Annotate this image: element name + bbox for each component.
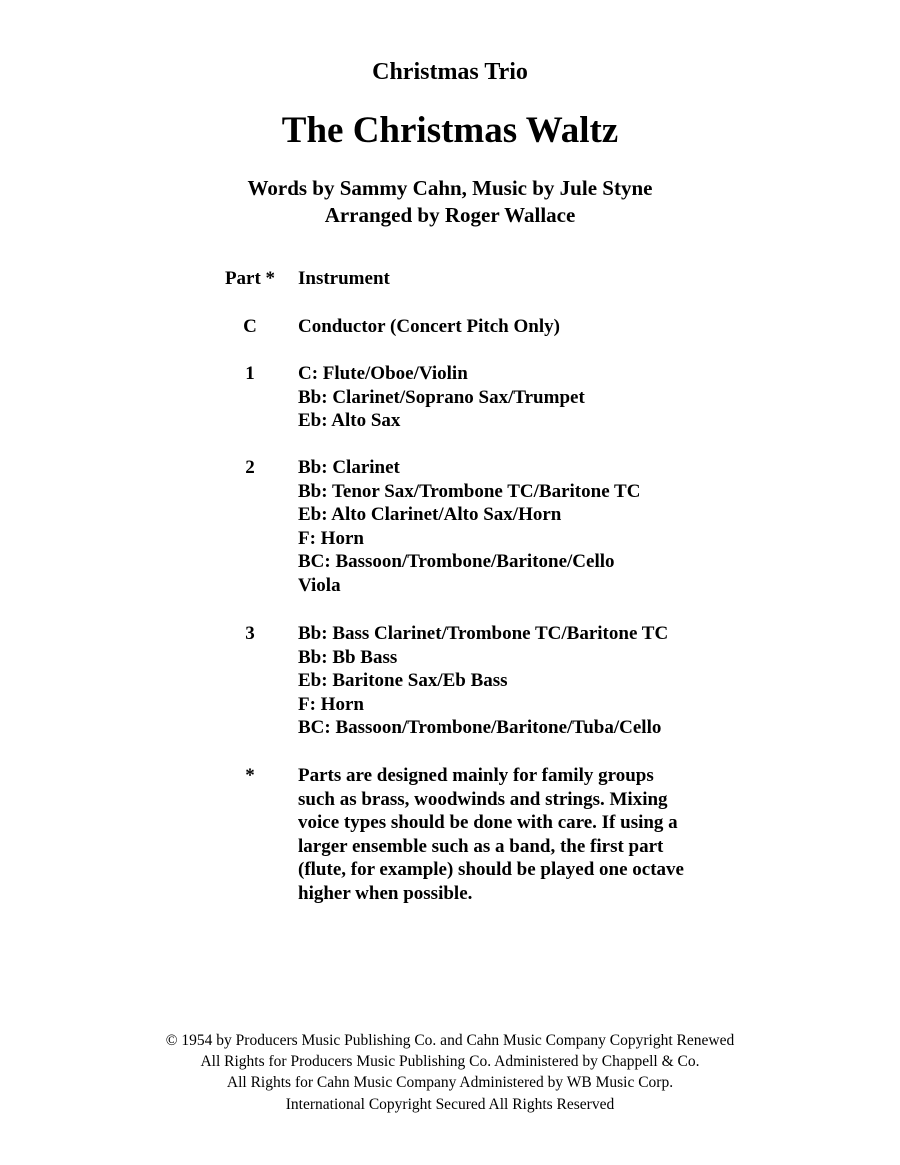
instrument-column-header: Instrument — [298, 268, 390, 289]
instrument-line: Conductor (Concert Pitch Only) — [298, 316, 560, 337]
instrument-line: C: Flute/Oboe/Violin — [298, 363, 468, 384]
footnote-line: higher when possible. — [298, 882, 473, 904]
page-title: The Christmas Waltz — [281, 110, 619, 151]
instrument-line: Bb: Tenor Sax/Trombone TC/Baritone TC — [298, 480, 641, 502]
footnote-marker: * — [245, 765, 255, 786]
part-instruments — [298, 362, 585, 433]
copyright-footer — [0, 1030, 900, 1115]
copyright-line: All Rights for Producers Music Publishing Co. Administered by Chappell & Co. — [200, 1053, 700, 1071]
instrument-line: Eb: Baritone Sax/Eb Bass — [298, 670, 508, 692]
part-instruments — [298, 315, 560, 339]
part-instruments — [298, 622, 668, 740]
footnote-line: Parts are designed mainly for family groups — [298, 765, 654, 786]
part-column-header: Part * — [224, 268, 276, 289]
part-instruments — [298, 456, 640, 598]
copyright-line: International Copyright Secured All Rights Reserved — [285, 1095, 615, 1113]
footnote-line: larger ensemble such as a band, the first part — [298, 835, 664, 857]
series-title: Christmas Trio — [372, 59, 528, 85]
arranger-credit: Arranged by Roger Wallace — [324, 203, 576, 227]
copyright-line: © 1954 by Producers Music Publishing Co. and Cahn Music Company Copyright Renewed — [165, 1032, 735, 1049]
footnote-line: such as brass, woodwinds and strings. Mixing — [298, 788, 668, 810]
instrument-line: Bb: Clarinet/Soprano Sax/Trumpet — [298, 386, 585, 408]
instrument-line: Eb: Alto Clarinet/Alto Sax/Horn — [298, 504, 562, 526]
part-label: 3 — [245, 623, 255, 644]
footnote-line: voice types should be done with care. If using a — [298, 812, 678, 834]
footnote-text — [298, 764, 738, 906]
part-label: 2 — [245, 457, 255, 478]
instrument-line: Bb: Bb Bass — [298, 646, 398, 668]
instrument-line: F: Horn — [298, 693, 364, 715]
instrument-line: Viola — [298, 574, 341, 596]
part-label: C — [243, 316, 257, 337]
instrument-line: Bb: Clarinet — [298, 457, 400, 478]
instrument-line: BC: Bassoon/Trombone/Baritone/Tuba/Cello — [298, 717, 662, 739]
instrument-line: BC: Bassoon/Trombone/Baritone/Cello — [298, 551, 615, 573]
part-label: 1 — [245, 363, 255, 384]
instrument-line: F: Horn — [298, 527, 364, 549]
instrument-line: Eb: Alto Sax — [298, 410, 401, 432]
composer-credit: Words by Sammy Cahn, Music by Jule Styne — [247, 176, 653, 200]
copyright-line: All Rights for Cahn Music Company Administered by WB Music Corp. — [226, 1074, 674, 1092]
footnote-line: (flute, for example) should be played one octave — [298, 859, 684, 881]
instrument-line: Bb: Bass Clarinet/Trombone TC/Baritone TC — [298, 623, 669, 644]
